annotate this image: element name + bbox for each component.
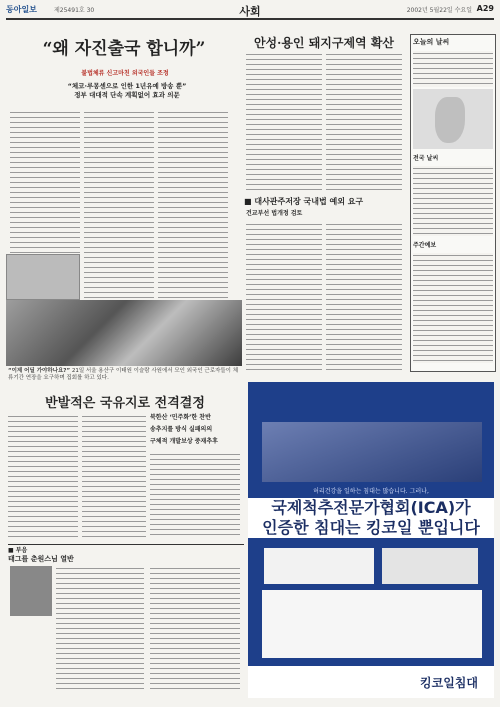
section-title: 사회 — [239, 5, 261, 18]
article2-body-col1 — [246, 52, 322, 192]
article3-headline: 반발적은 국유지로 전격결정 — [45, 396, 205, 411]
obituary-body-col2 — [150, 566, 240, 692]
article3-sub1: 북한산 ‘민주화’한 찬반 — [150, 414, 211, 421]
ad-bed-photo — [262, 422, 482, 482]
issue-number: 제25491호 30 — [54, 7, 95, 14]
article3-body-col1 — [8, 414, 78, 538]
article2-body-col4 — [326, 222, 402, 372]
article2-byline: ■ 대사관주저장 국내법 예외 요구 — [244, 197, 364, 206]
obituary-section — [8, 544, 244, 564]
page-masthead — [6, 2, 494, 20]
weather-table — [413, 166, 493, 236]
article3-sub3: 구체적 개발보상 중재추후 — [150, 438, 218, 445]
weather-subtitle: 전국 날씨 — [413, 155, 439, 162]
article2-body-col3 — [246, 222, 322, 372]
weekly-forecast-label: 주간예보 — [413, 242, 437, 249]
article3-body-col3 — [150, 452, 240, 538]
obituary-label: ■ 부음 — [8, 547, 28, 554]
weather-panel — [410, 34, 496, 372]
article1-deck: 불법체류 신고마친 외국인들 조정 — [81, 70, 169, 77]
weather-summary-text — [413, 51, 493, 87]
article3-sub2: 송추지를 방식 실패의의 — [150, 426, 213, 433]
weekly-forecast-table — [413, 253, 493, 363]
article2-headline: 안성·용인 돼지구제역 확산 — [253, 36, 395, 50]
weather-map — [413, 89, 493, 149]
ad-brand-bar — [248, 666, 494, 698]
weather-title: 오늘의 날씨 — [413, 38, 450, 46]
ad-certificate-image — [382, 548, 478, 584]
ad-headline-box — [248, 498, 494, 538]
obituary-name: 태그를 춘원스님 열반 — [8, 555, 74, 563]
article1-body-col2 — [84, 110, 154, 300]
page-number: A29 — [476, 4, 494, 13]
article2-subhead: 건교부선 법개정 검토 — [246, 210, 303, 217]
ad-product-lineup — [262, 590, 482, 658]
article2-body-col2 — [326, 52, 402, 192]
ad-certificate-text — [264, 548, 374, 584]
newspaper-logo: 동아일보 — [6, 5, 37, 14]
publication-date: 2002년 5월22일 수요일 — [406, 7, 472, 14]
ad-tagline: 허리건강을 일하는 침대는 많습니다. 그러나, — [313, 488, 429, 495]
article1-body-col3 — [158, 110, 228, 300]
main-photo-caption — [8, 368, 240, 382]
ad-headline-line2: 인증한 침대는 킹코일 뿐입니다 — [262, 518, 480, 537]
article3-body-col2 — [82, 414, 146, 538]
article1-subhead: “체코·루몽센으로 인한 1년유예 방송 뿐” 정부 대대적 단속 계획없어 효과 의문 — [67, 82, 187, 99]
main-news-photo — [6, 300, 242, 366]
korea-map-shape — [435, 97, 465, 143]
obituary-photo — [10, 566, 52, 616]
ad-brand-name: 킹코일침대 — [420, 676, 478, 690]
ad-headline-line1: 국제척추전문가협회(ICA)가 — [271, 498, 471, 517]
obituary-body-col1 — [56, 566, 144, 692]
article1-inset-photo — [6, 254, 80, 300]
caption-text: 21일 서울 용산구 이태원 이슬람 사원에서 모인 외국인 근로자들이 체류기간 연장을 요구하며 집회를 하고 있다. — [8, 368, 239, 381]
kingcoil-advertisement[interactable] — [248, 382, 494, 698]
caption-title: “이제 어딜 가야하나요?” — [8, 368, 71, 374]
article1-headline: “왜 자진출국 합니까” — [42, 39, 206, 59]
